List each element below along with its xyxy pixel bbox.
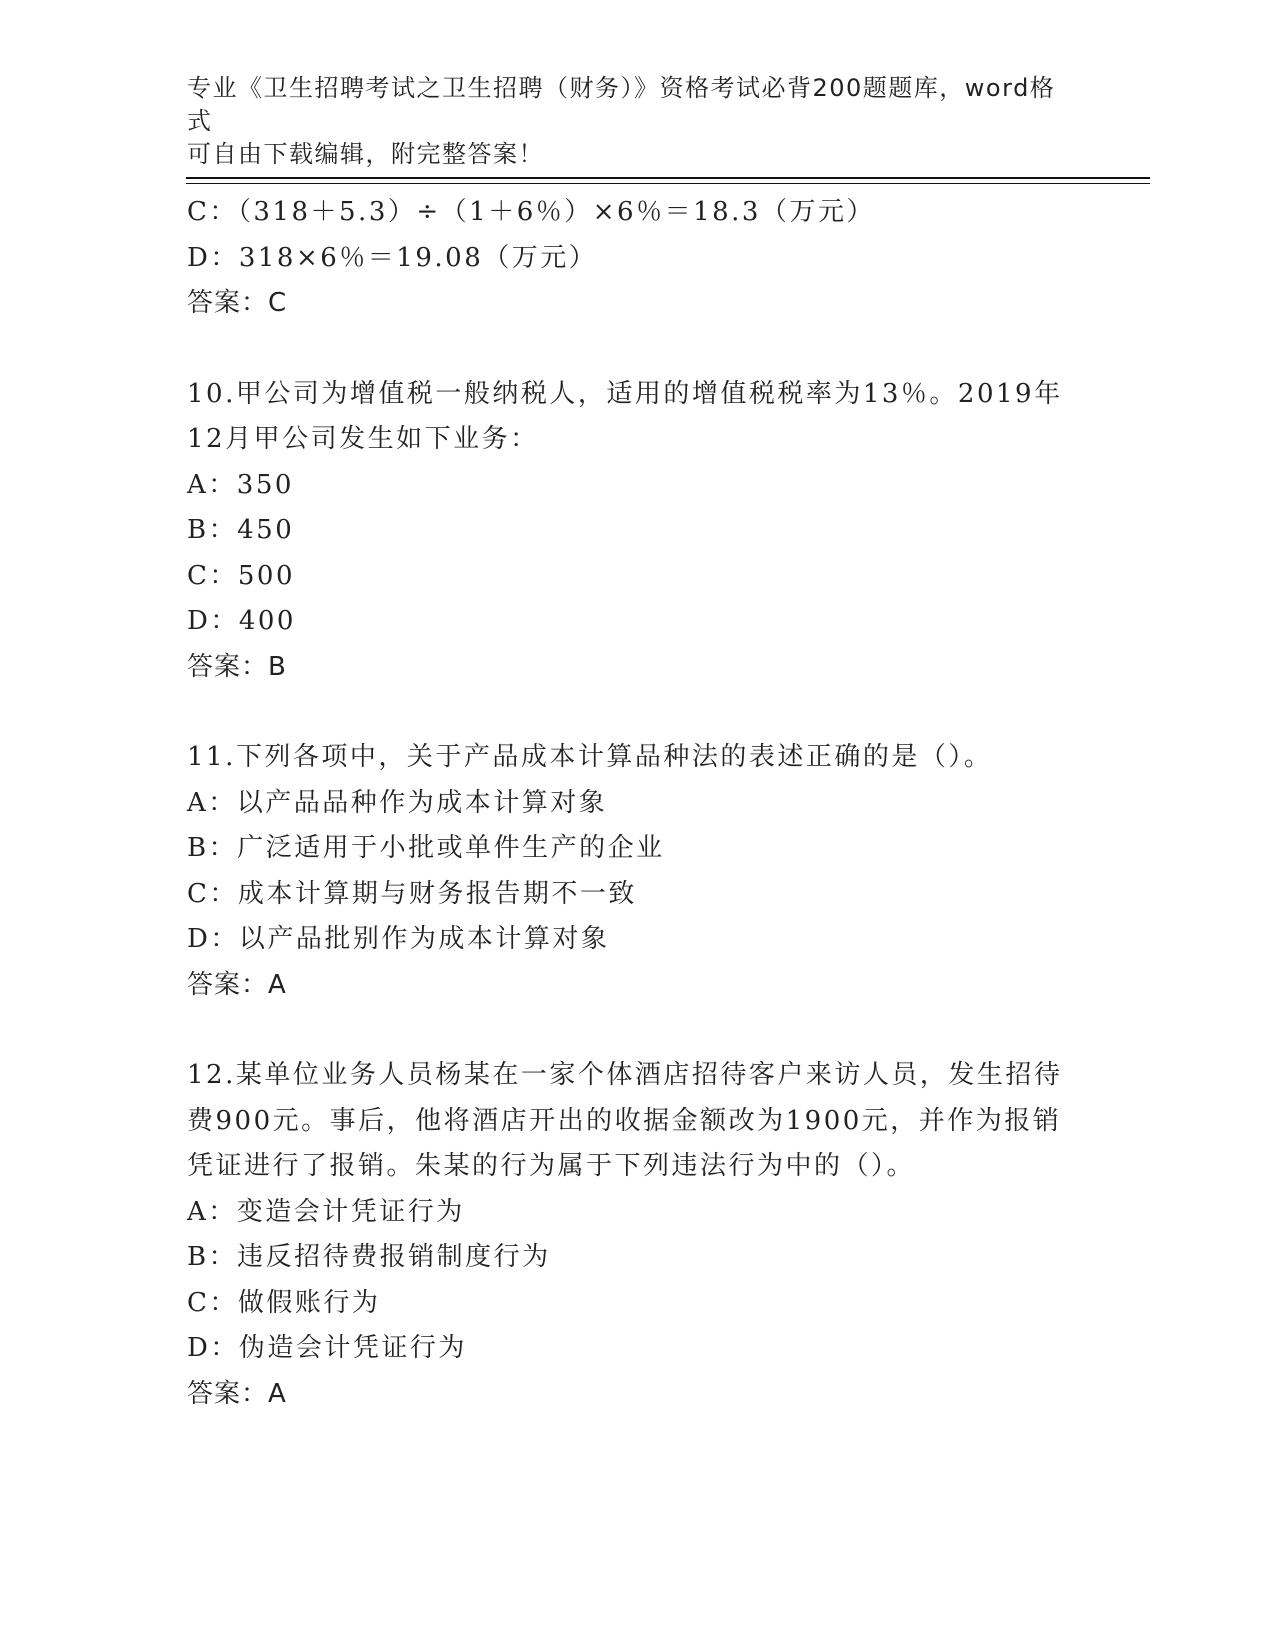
option-c: C：（318＋5.3）÷（1＋6％）×6％＝18.3（万元）: [187, 197, 875, 227]
option-d: D：伪造会计凭证行为: [187, 1333, 467, 1363]
question-11: [187, 735, 1087, 1008]
question-10: [187, 372, 1087, 691]
document-header: [187, 72, 1067, 171]
option-d: D：以产品批别作为成本计算对象: [187, 924, 610, 954]
header-divider-thick: [186, 177, 1150, 179]
option-d: D：400: [187, 606, 296, 636]
question-stem: 凭证进行了报销。朱某的行为属于下列违法行为中的（）。: [187, 1151, 916, 1181]
question-stem: 费900元。事后，他将酒店开出的收据金额改为1900元，并作为报销: [187, 1105, 1062, 1136]
header-line-1: 专业《卫生招聘考试之卫生招聘（财务）》资格考试必背200题题库，word格式: [187, 74, 1056, 135]
answer: 答案：B: [187, 651, 287, 682]
question-stem: 12月甲公司发生如下业务：: [187, 424, 539, 454]
header-divider-thin: [186, 183, 1150, 184]
answer: 答案：C: [187, 288, 288, 318]
question-stem: 12.某单位业务人员杨某在一家个体酒店招待客户来访人员，发生招待: [187, 1060, 1063, 1090]
option-a: A：以产品品种作为成本计算对象: [187, 787, 608, 818]
option-a: A：350: [187, 469, 294, 500]
document-body: [187, 190, 1087, 1417]
option-c: C：做假账行为: [187, 1287, 381, 1318]
question-stem: 10.甲公司为增值税一般纳税人，适用的增值税税率为13％。2019年: [187, 378, 1063, 409]
answer: 答案：A: [187, 969, 287, 1000]
question-9: [187, 190, 1087, 327]
option-b: B：违反招待费报销制度行为: [187, 1242, 551, 1272]
option-d: D：318×6％＝19.08（万元）: [187, 242, 598, 273]
option-b: B：450: [187, 515, 295, 545]
option-a: A：变造会计凭证行为: [187, 1196, 465, 1227]
question-12: [187, 1053, 1087, 1417]
option-b: B：广泛适用于小批或单件生产的企业: [187, 833, 665, 863]
question-stem: 11.下列各项中，关于产品成本计算品种法的表述正确的是（）。: [187, 742, 993, 772]
option-c: C：成本计算期与财务报告期不一致: [187, 878, 637, 909]
header-line-2: 可自由下载编辑，附完整答案！: [187, 140, 544, 168]
option-c: C：500: [187, 560, 296, 591]
answer: 答案：A: [187, 1378, 287, 1409]
